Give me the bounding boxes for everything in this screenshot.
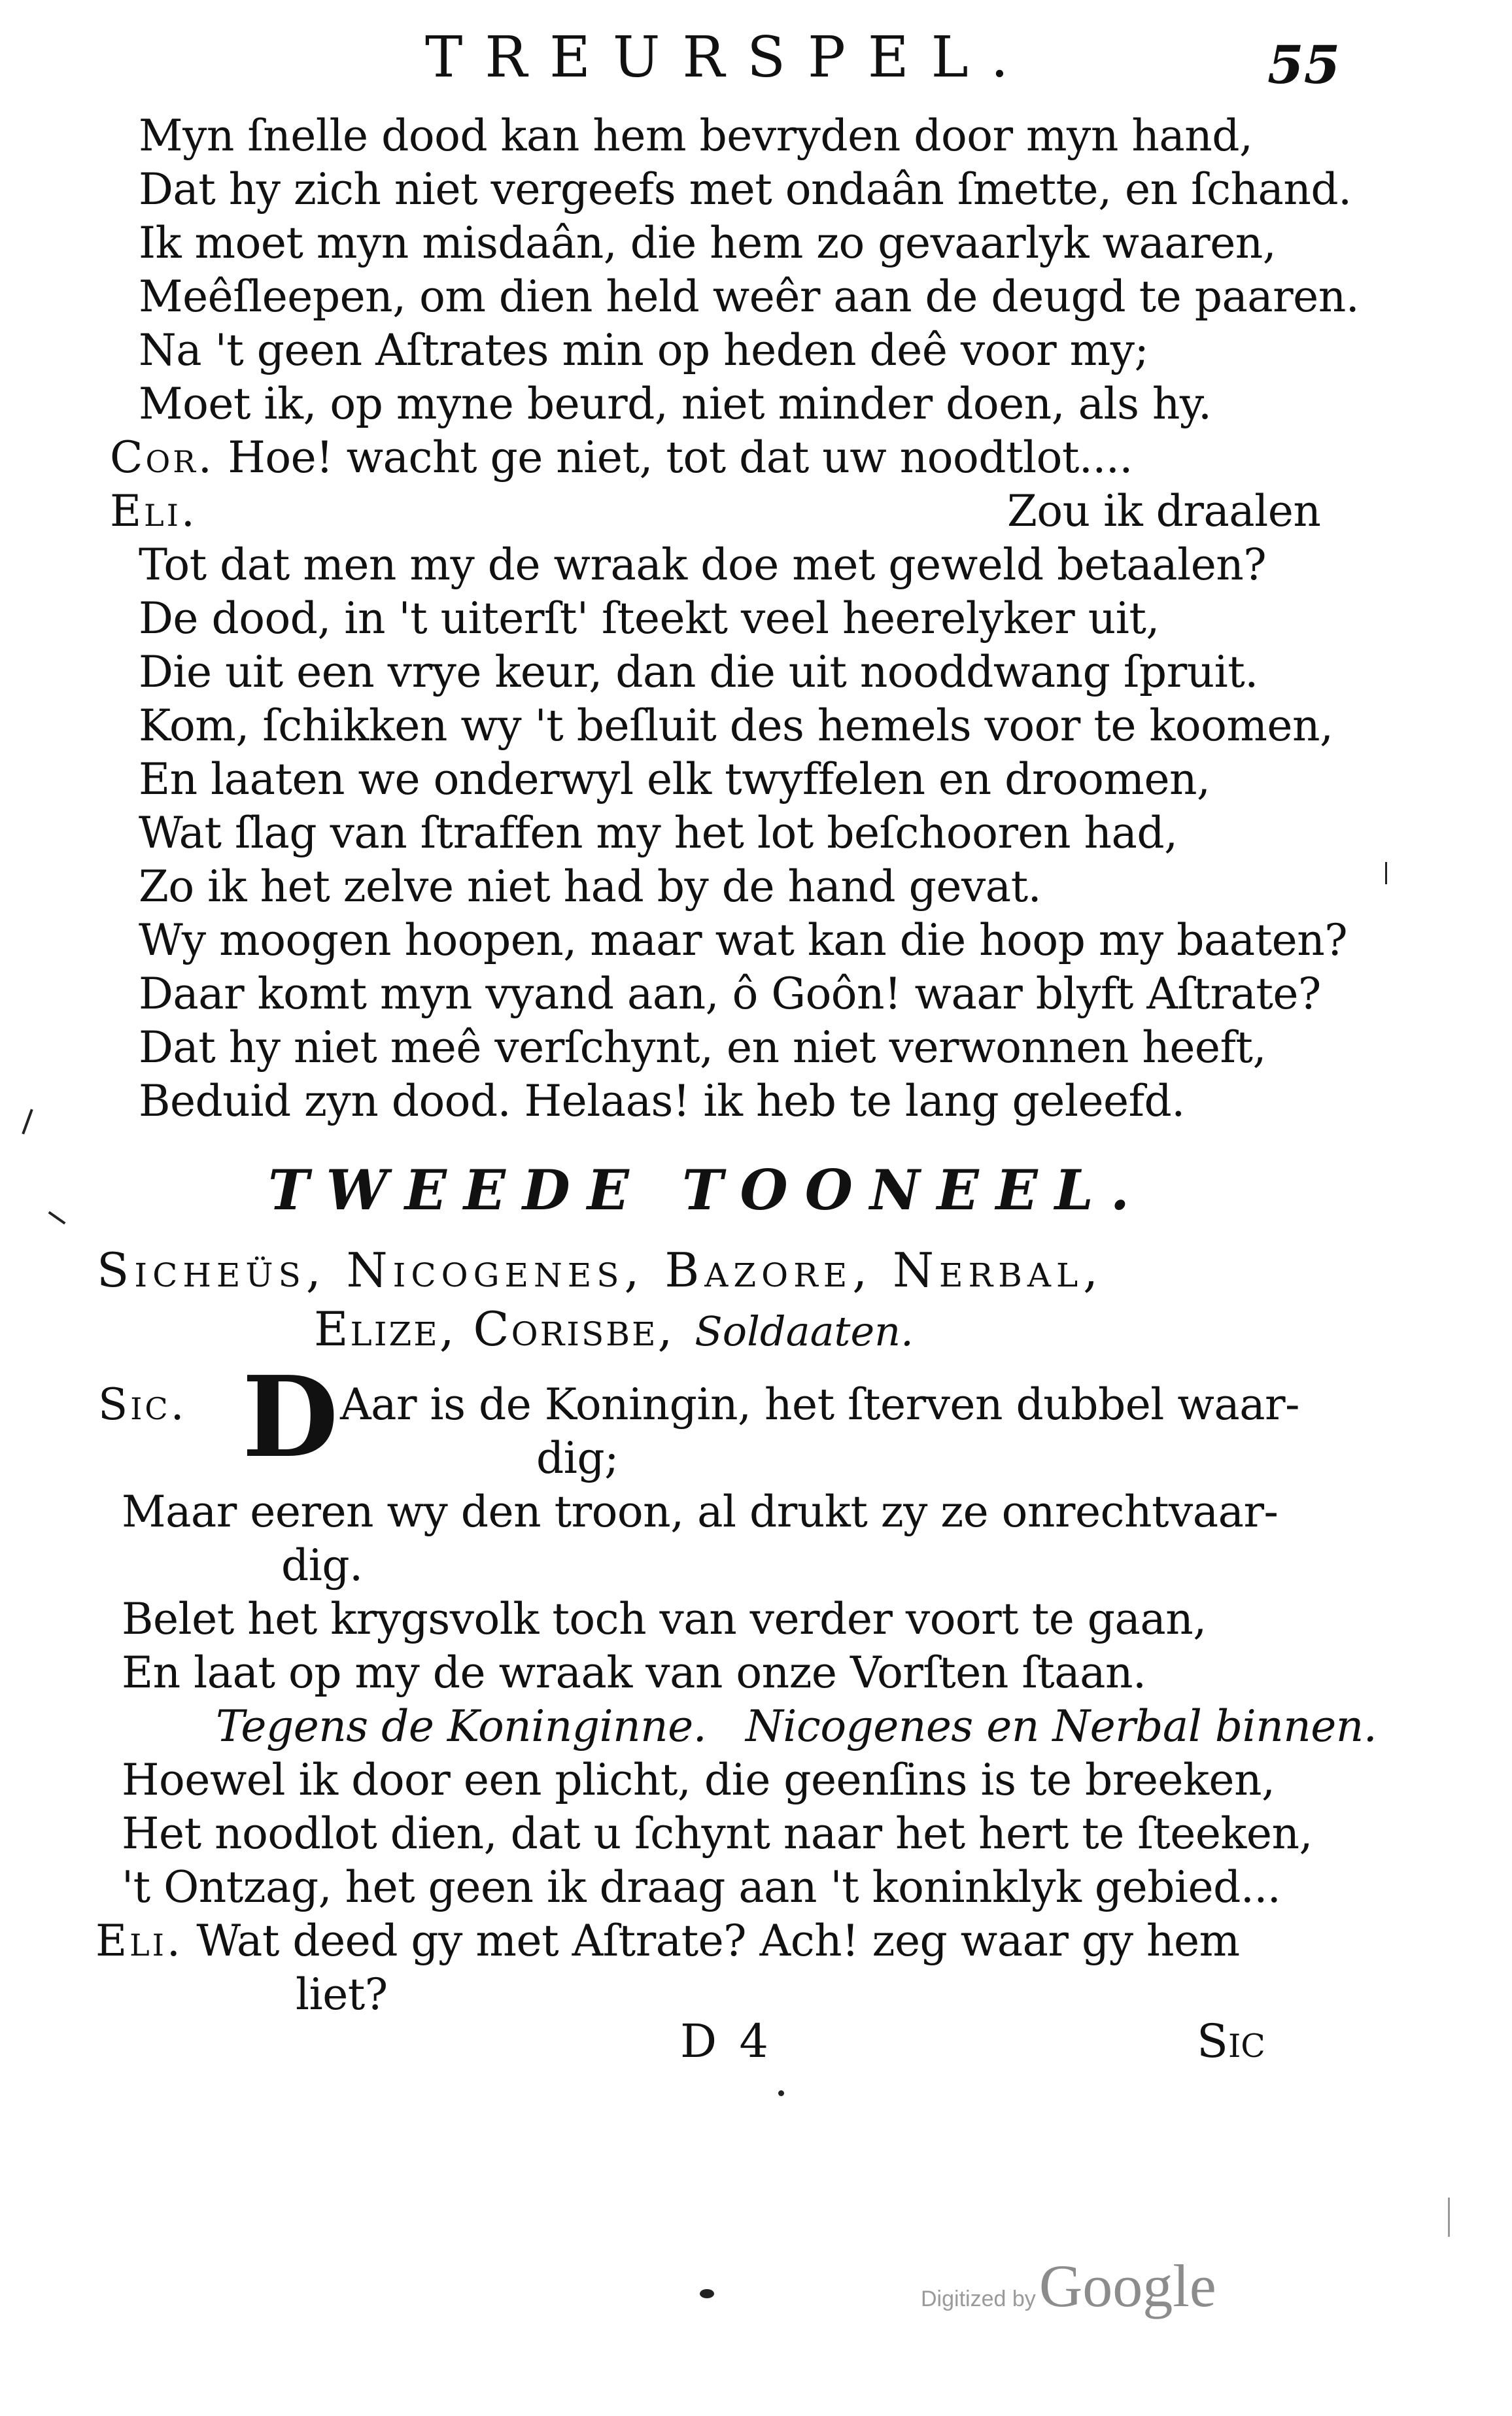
cast-names: Elize, Corisbe, [314, 1302, 675, 1356]
running-title: TREURSPEL. [425, 25, 1031, 90]
signature-mark: D 4 [680, 2014, 772, 2068]
scene-title: TWEEDE TOONEEL. [268, 1158, 1146, 1222]
margin-mark [48, 1211, 66, 1224]
margin-mark [1448, 2198, 1450, 2237]
verse-line: Wat ſlag van ſtraffen my het lot beſchooren had, [139, 808, 1178, 858]
verse-line: Hoewel ik door een plicht, die geenſins is te breeken, [122, 1755, 1275, 1805]
speech-text: Wat deed gy met Aſtrate? Ach! zeg waar gy hem [196, 1916, 1240, 1966]
watermark-prefix: Digitized by [921, 2287, 1036, 2311]
speech-cor [110, 432, 1133, 484]
google-logo: Google [1039, 2252, 1216, 2319]
verse-line: Dat hy zich niet vergeefs met ondaân ſmette, en ſchand. [139, 164, 1352, 215]
verse-line: Dat hy niet meê verſchynt, en niet verwonnen heeft, [139, 1022, 1266, 1073]
speech-text: Hoe! wacht ge niet, tot dat uw noodtlot.... [228, 432, 1133, 483]
page-number: 55 [1267, 34, 1341, 95]
margin-mark [22, 1109, 33, 1135]
verse-line-continuation: dig; [536, 1433, 619, 1483]
verse-line-continuation: dig. [281, 1540, 363, 1591]
verse-line: Zo ik het zelve niet had by de hand gevat. [139, 861, 1042, 912]
verse-line: Kom, ſchikken wy 't beſluit des hemels voor te koomen, [139, 700, 1333, 751]
verse-line: Myn ſnelle dood kan hem bevryden door myn hand, [139, 111, 1253, 161]
drop-cap: D [242, 1352, 339, 1483]
speaker-eli: Eli. [95, 1916, 183, 1966]
verse-line: Meêſleepen, om dien held weêr aan de deugd te paaren. [139, 271, 1360, 322]
verse-line: Na 't geen Aſtrates min op heden deê voor my; [139, 325, 1149, 375]
verse-line: 't Ontzag, het geen ik draag aan 't koninklyk gebied... [122, 1862, 1281, 1912]
verse-line: Belet het krygsvolk toch van verder voort te gaan, [122, 1594, 1207, 1644]
verse-line: Aar is de Koningin, het ſterven dubbel waar- [340, 1379, 1299, 1430]
verse-line: Moet ik, op myne beurd, niet minder doen, als hy. [139, 379, 1212, 429]
speech-text: Zou ik draalen [1007, 486, 1321, 536]
verse-line: De dood, in 't uiterſt' ſteekt veel heerelyker uit, [139, 593, 1160, 644]
cast-soldiers: Soldaaten. [695, 1307, 914, 1355]
speaker-eli: Eli. [110, 486, 198, 536]
verse-line: Tot dat men my de wraak doe met geweld betaalen? [139, 540, 1267, 590]
speaker-cor: Cor. [110, 432, 215, 483]
verse-line: En laaten we onderwyl elk twyffelen en droomen, [139, 754, 1211, 804]
cast-list [314, 1302, 914, 1356]
digitized-watermark [921, 2251, 1216, 2321]
verse-line: Het noodlot dien, dat u ſchynt naar het hert te ſteeken, [122, 1808, 1313, 1859]
verse-line-continuation: liet? [296, 1969, 388, 2020]
verse-line: Daar komt myn vyand aan, ô Goôn! waar blyft Aſtrate? [139, 969, 1321, 1019]
verse-line: Wy moogen hoopen, maar wat kan die hoop my baaten? [139, 915, 1348, 965]
speaker-sic: Sic. [98, 1379, 187, 1430]
margin-mark [1385, 862, 1387, 884]
stage-direction: Tegens de Koninginne. [216, 1701, 707, 1752]
cast-list: Sichеüs, Nicogenes, Bazore, Nerbal, [97, 1243, 1104, 1298]
verse-line: Ik moet myn misdaân, die hem zo gevaarlyk waaren, [139, 218, 1277, 268]
verse-line: Beduid zyn dood. Helaas! ik heb te lang geleefd. [139, 1076, 1185, 1126]
catchword: Sic [1197, 2014, 1265, 2068]
ink-speck [778, 2090, 784, 2096]
stage-direction: Nicogenes en Nerbal binnen. [746, 1701, 1377, 1752]
speech-eli [95, 1915, 1240, 1967]
verse-line: En laat op my de wraak van onze Vorſten ſtaan. [122, 1648, 1146, 1698]
verse-line: Die uit een vrye keur, dan die uit nooddwang ſpruit. [139, 647, 1258, 697]
verse-line: Maar eeren wy den troon, al drukt zy ze onrechtvaar- [122, 1487, 1279, 1537]
ink-blot [700, 2289, 714, 2298]
